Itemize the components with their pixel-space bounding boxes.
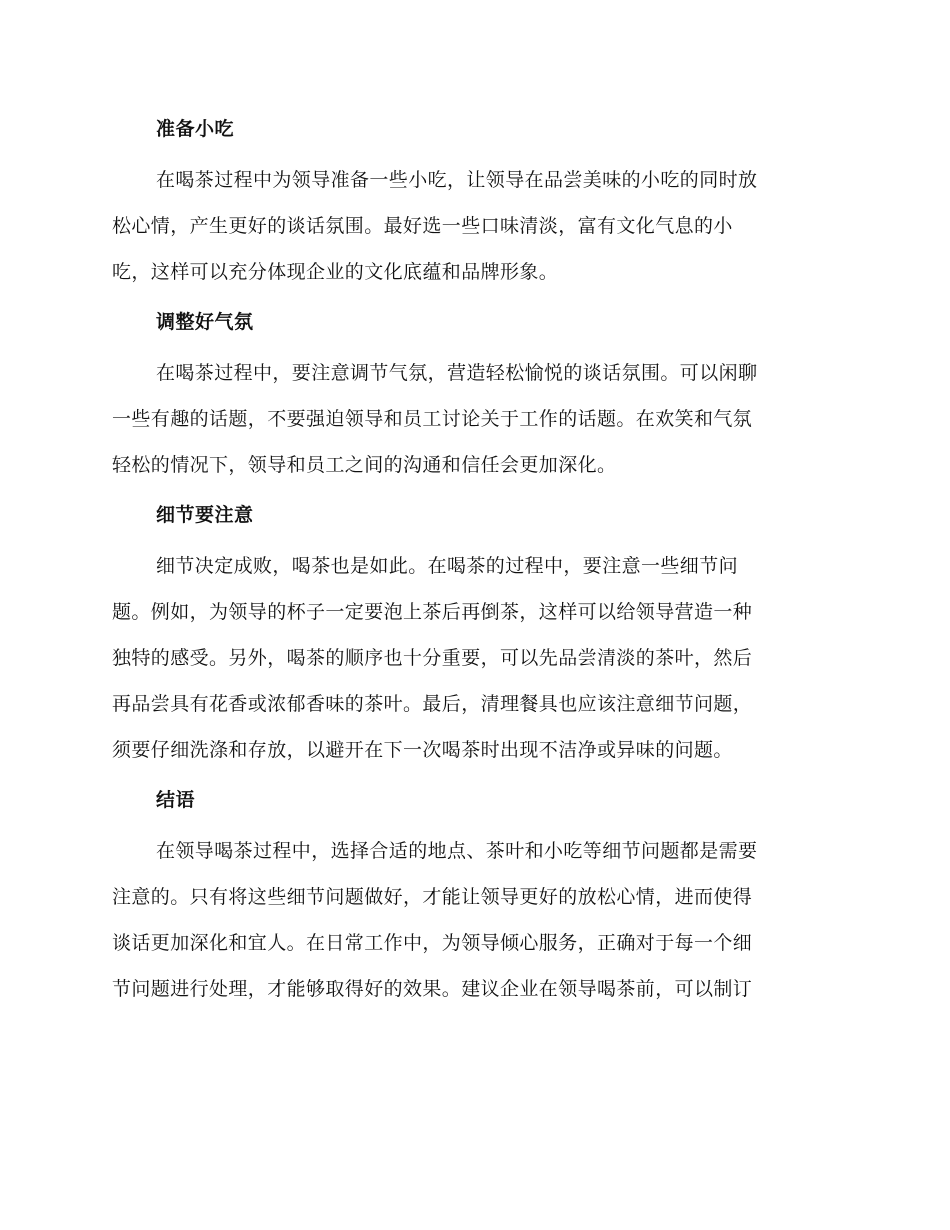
section-heading-atmosphere: 调整好气氛 (156, 311, 254, 333)
paragraph-line: 须要仔细洗涤和存放，以避开在下一次喝茶时出现不洁净或异味的问题。 (112, 739, 733, 761)
paragraph-line: 谈话更加深化和宜人。在日常工作中，为领导倾心服务，正确对于每一个细 (112, 932, 753, 954)
paragraph-line: 题。例如，为领导的杯子一定要泡上茶后再倒茶，这样可以给领导营造一种 (112, 601, 753, 623)
section-heading-conclusion: 结语 (156, 789, 196, 811)
section-paragraph-atmosphere (112, 350, 832, 488)
section-heading-details: 细节要注意 (156, 504, 254, 526)
paragraph-line: 一些有趣的话题，不要强迫领导和员工讨论关于工作的话题。在欢笑和气氛 (112, 408, 753, 430)
paragraph-line: 松心情，产生更好的谈话氛围。最好选一些口味清淡，富有文化气息的小 (112, 215, 733, 237)
section-paragraph-details (112, 543, 832, 773)
section-heading-snacks: 准备小吃 (156, 118, 235, 140)
paragraph-line: 吃，这样可以充分体现企业的文化底蕴和品牌形象。 (112, 261, 559, 283)
paragraph-line: 注意的。只有将这些细节问题做好，才能让领导更好的放松心情，进而使得 (112, 886, 753, 908)
paragraph-line: 独特的感受。另外，喝茶的顺序也十分重要，可以先品尝清淡的茶叶，然后 (112, 647, 753, 669)
section-paragraph-conclusion (112, 828, 832, 1012)
document-page (112, 112, 832, 1012)
paragraph-line: 在领导喝茶过程中，选择合适的地点、茶叶和小吃等细节问题都是需要 (156, 840, 758, 862)
paragraph-line: 细节决定成败，喝茶也是如此。在喝茶的过程中，要注意一些细节问 (156, 555, 739, 577)
section-paragraph-snacks (112, 157, 832, 295)
paragraph-line: 在喝茶过程中为领导准备一些小吃，让领导在品尝美味的小吃的同时放 (156, 169, 758, 191)
paragraph-line: 节问题进行处理，才能够取得好的效果。建议企业在领导喝茶前，可以制订 (112, 978, 753, 1000)
paragraph-line: 轻松的情况下，领导和员工之间的沟通和信任会更加深化。 (112, 454, 617, 476)
paragraph-line: 在喝茶过程中，要注意调节气氛，营造轻松愉悦的谈话氛围。可以闲聊 (156, 362, 758, 384)
paragraph-line: 再品尝具有花香或浓郁香味的茶叶。最后，清理餐具也应该注意细节问题， (112, 693, 753, 715)
